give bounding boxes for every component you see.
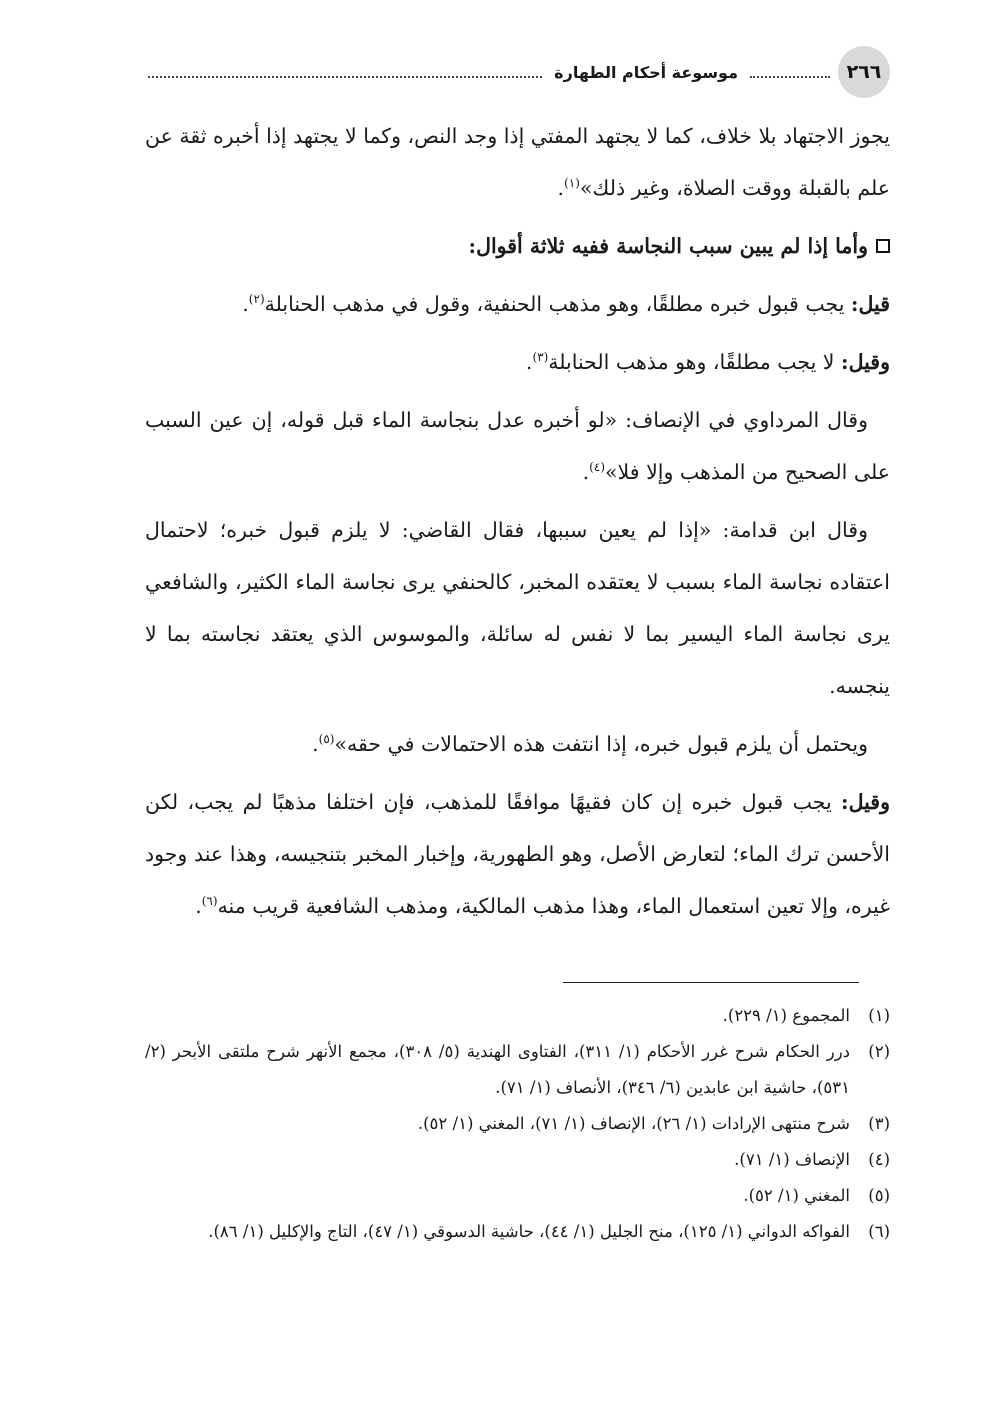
footnote-separator [563,982,859,983]
footnotes [145,998,890,1250]
opinion-2 [145,336,890,388]
paragraph-text: ويحتمل أن يلزم قبول خبره، إذا انتفت هذه الاحتمالات في حقه» [334,732,868,756]
footnote-ref[interactable]: (٤) [589,460,605,475]
paragraph-text: يجوز الاجتهاد بلا خلاف، كما لا يجتهد المفتي إذا وجد النص، وكما لا يجتهد إذا أخبره ثقة عن علم بالقبلة ووقت الصلاة، وغير ذلك» [145,124,890,200]
heading-text: وأما إذا لم يبين سبب النجاسة ففيه ثلاثة أقوال: [468,234,868,258]
period: . [242,292,249,316]
footnote-ref[interactable]: (٢) [248,292,265,307]
footnote-ref[interactable]: (٦) [201,894,218,909]
period: . [195,894,202,918]
header-dots-right [750,76,830,78]
section-heading [145,220,890,272]
footnote-item [145,998,890,1034]
paragraph-text: وقال ابن قدامة: «إذا لم يعين سببها، فقال القاضي: لا يلزم قبول خبره؛ لاحتمال اعتقاده نجاسة الماء بسبب لا يعتقده المخبر، كالحنفي يرى نجاسة الماء الكثير، والشافعي يرى نجاسة الماء اليسير بما لا نفس له سائلة، والموسوس الذي يعتقد نجاسته بما لا ينجسه. [145,518,890,698]
square-bullet-icon [876,239,890,253]
footnote-number: (٤) [868,1150,890,1169]
footnote-item [145,1214,890,1250]
footnote-ref[interactable]: (١) [564,176,580,191]
footnote-text: شرح منتهى الإرادات (١/ ٢٦)، الإنصاف (١/ ٧١)، المغني (١/ ٥٢). [417,1114,850,1133]
footnote-item [145,1106,890,1142]
quote-continuation [145,718,890,770]
header-dots-left [148,76,542,78]
quote-mardawi [145,394,890,498]
page-header [140,44,890,100]
period: . [525,350,533,374]
opinion-3 [145,776,890,932]
footnote-number: (١) [868,1006,890,1025]
period: . [582,460,590,484]
footnote-item [145,1034,890,1106]
book-title: موسوعة أحكام الطهارة [554,62,738,82]
page-number: ٢٦٦ [838,46,890,98]
footnote-number: (٦) [868,1222,890,1241]
period: . [312,732,319,756]
footnote-number: (٥) [868,1186,890,1205]
footnote-text: الإنصاف (١/ ٧١). [734,1150,850,1169]
period: . [557,176,565,200]
opinion-label: وقيل: [841,350,890,374]
footnote-ref[interactable]: (٣) [532,350,549,365]
footnote-item [145,1178,890,1214]
opinion-text: لا يجب مطلقًا، وهو مذهب الحنابلة [548,350,842,374]
footnote-ref[interactable]: (٥) [318,732,335,747]
footnote-item [145,1142,890,1178]
footnote-number: (٢) [868,1042,890,1061]
footnote-text: المغني (١/ ٥٢). [743,1186,850,1205]
opinion-label: قيل: [850,292,890,316]
footnote-text: المجموع (١/ ٢٢٩). [722,1006,850,1025]
opinion-text: يجب قبول خبره إن كان فقيهًا موافقًا للمذهب، فإن اختلفا مذهبًا لم يجب، لكن الأحسن ترك الماء؛ لتعارض الأصل، وهو الطهورية، وإخبار المخبر بتنجيسه، وهذا عند وجود غيره، وإلا تعين استعمال الماء، وهذا مذهب المالكية، ومذهب الشافعية قريب منه [145,790,890,918]
paragraph-text: وقال المرداوي في الإنصاف: «لو أخبره عدل بنجاسة الماء قبل قوله، إن عين السبب على الصحيح من المذهب وإلا فلا» [145,408,890,484]
footnote-text: درر الحكام شرح غرر الأحكام (١/ ٣١١)، الفتاوى الهندية (٥/ ٣٠٨)، مجمع الأنهر شرح ملتقى الأبحر (٢/ ٥٣١)، حاشية ابن عابدين (٦/ ٣٤٦)، الأنصاف (١/ ٧١). [145,1042,851,1097]
footnote-text: الفواكه الدواني (١/ ١٢٥)، منح الجليل (١/ ٤٤)، حاشية الدسوقي (١/ ٤٧)، التاج والإكليل (١/ ٨٦). [208,1222,850,1241]
opinion-label: وقيل: [841,790,890,814]
main-text [145,110,890,938]
opinion-text: يجب قبول خبره مطلقًا، وهو مذهب الحنفية، وقول في مذهب الحنابلة [264,292,851,316]
opinion-1 [145,278,890,330]
paragraph-continuation [145,110,890,214]
footnote-number: (٣) [868,1114,890,1133]
quote-ibn-qudama [145,504,890,712]
